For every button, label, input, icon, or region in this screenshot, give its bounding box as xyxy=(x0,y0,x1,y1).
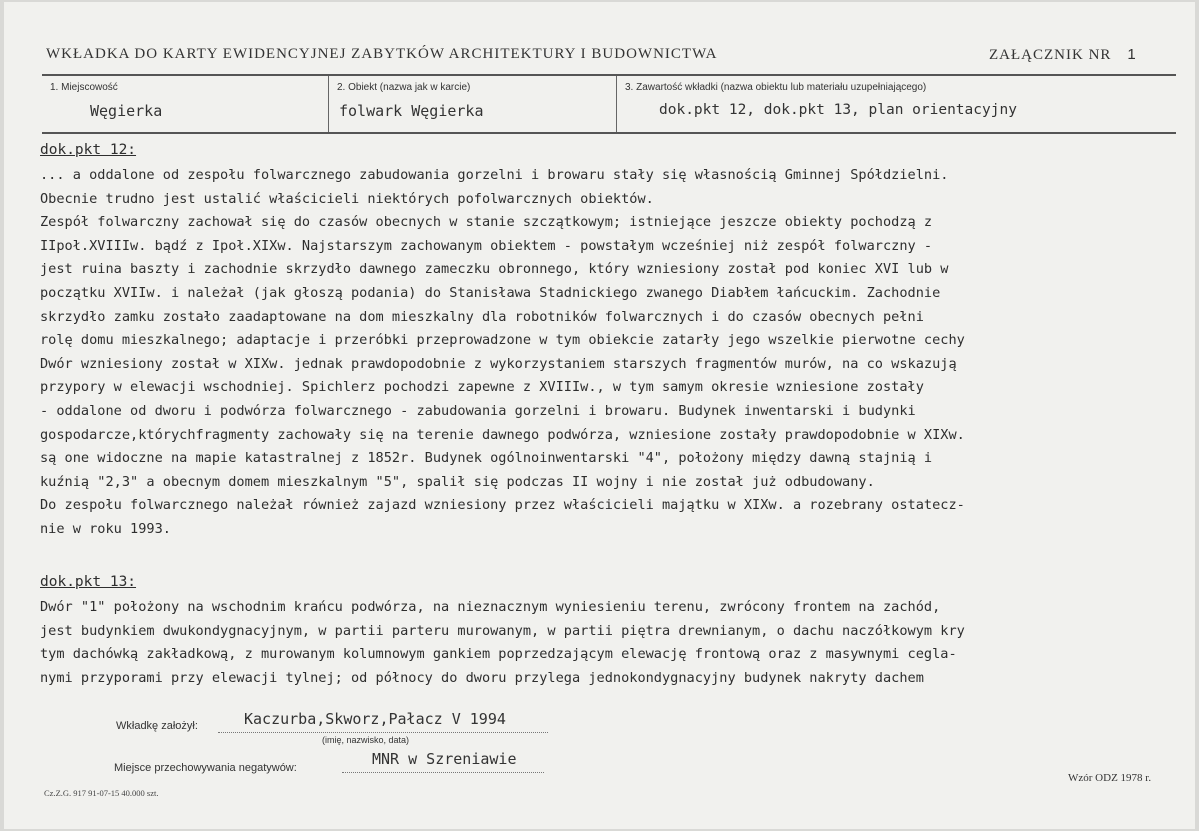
section-heading: dok.pkt 12: xyxy=(40,142,137,158)
storage-value: MNR w Szreniawie xyxy=(372,750,517,768)
field-object-label: 2. Obiekt (nazwa jak w karcie) xyxy=(337,82,471,93)
text-line: Dwór "1" położony na wschodnim krańcu podwórza, na nieznacznym wyniesieniu terenu, zwrócony frontem na zachód, xyxy=(40,599,941,615)
author-value: Kaczurba,Skworz,Pałacz V 1994 xyxy=(244,710,506,728)
field-contents-label: 3. Zawartość wkładki (nazwa obiektu lub materiału uzupełniającego) xyxy=(625,82,927,93)
text-line: jest budynkiem dwukondygnacyjnym, w partii parteru murowanym, w partii piętra drewnianym, o dachu naczółkowym kry xyxy=(40,622,965,639)
text-line: skrzydło zamku zostało zaadaptowane na dom mieszkalny dla robotników folwarcznych i do czasów obecnych pełni xyxy=(40,308,924,325)
text-line: Zespół folwarczny zachował się do czasów obecnych w stanie szczątkowym; istniejące jeszcze obiekty pochodzą z xyxy=(40,214,933,231)
text-line: ... a oddalone od zespołu folwarcznego zabudowania gorzelni i browaru stały się własnością Gminnej Spółdzielni. xyxy=(40,167,949,183)
field-locality-label: 1. Miejscowość xyxy=(50,82,118,93)
text-line: przypory w elewacji wschodniej. Spichlerz pochodzi zapewne z XVIIIw., w tym samym okresie wzniesione zostały xyxy=(40,379,924,396)
field-contents-value: dok.pkt 12, dok.pkt 13, plan orientacyjny xyxy=(659,102,1017,118)
annex-number: 1 xyxy=(1127,46,1137,63)
field-contents xyxy=(616,76,1177,132)
section-dok-pkt-13 xyxy=(40,574,1180,690)
annex-label-text: ZAŁĄCZNIK NR xyxy=(989,47,1112,63)
text-line: nymi przyporami przy elewacji tylnej; od północy do dworu przylega jednokondygnacyjny budynek nakryty dachem xyxy=(40,669,924,686)
text-line: Obecnie trudno jest ustalić właścicieli niektórych pofolwarcznych obiektów. xyxy=(40,190,654,207)
header-fields-row xyxy=(42,74,1176,134)
text-line: początku XVIIw. i należał (jak głoszą podania) do Stanisława Stadnickiego zwanego Diabłem łańcuckim. Zachodnie xyxy=(40,284,941,301)
print-info: Cz.Z.G. 917 91-07-15 40.000 szt. xyxy=(44,788,159,798)
text-line: nie w roku 1993. xyxy=(40,520,171,537)
form-info: Wzór ODZ 1978 r. xyxy=(1068,772,1152,784)
document-title: WKŁADKA DO KARTY EWIDENCYJNEJ ZABYTKÓW ARCHITEKTURY I BUDOWNICTWA xyxy=(46,46,718,62)
field-locality xyxy=(42,76,328,132)
text-line: Do zespołu folwarcznego należał również zajazd wzniesiony przez właścicieli majątku w XIXw. a rozebrany ostatecz- xyxy=(40,497,965,514)
storage-line xyxy=(342,772,544,773)
annex-label xyxy=(989,46,1137,64)
text-line: rolę domu mieszkalnego; adaptacje i przeróbki przeprowadzone w tym obiekcie zatarły jego wszelkie pierwotne cechy xyxy=(40,332,965,349)
record-card xyxy=(4,2,1195,829)
text-line: IIpoł.XVIIIw. bądź z Ipoł.XIXw. Najstarszym zachowanym obiektem - powstałym wcześniej niż zespół folwarczny - xyxy=(40,237,933,254)
field-object xyxy=(328,76,617,132)
field-object-value: folwark Węgierka xyxy=(339,102,484,120)
author-label: Wkładkę założył: xyxy=(116,720,198,732)
author-line xyxy=(218,732,548,733)
author-caption: (imię, nazwisko, data) xyxy=(322,735,410,745)
field-locality-value: Węgierka xyxy=(90,102,163,120)
text-line: Dwór wzniesiony został w XIXw. jednak prawdopodobnie z wykorzystaniem starszych fragmentów murów, na co wskazują xyxy=(40,355,957,372)
section-heading: dok.pkt 13: xyxy=(40,574,137,590)
text-line: - oddalone od dworu i podwórza folwarcznego - zabudowania gorzelni i browaru. Budynek inwentarski i budynki xyxy=(40,402,916,419)
text-line: kuźnią "2,3" a obecnym domem mieszkalnym "5", spalił się podczas II wojny i nie został już odbudowany. xyxy=(40,473,875,490)
storage-label: Miejsce przechowywania negatywów: xyxy=(114,762,297,774)
section-dok-pkt-12 xyxy=(40,142,1180,542)
text-line: tym dachówką zakładkową, z murowanym kolumnowym gankiem poprzedzającym elewację frontową oraz z masywnymi cegla- xyxy=(40,646,957,663)
text-line: jest ruina baszty i zachodnie skrzydło dawnego zameczku obronnego, który wzniesiony został pod koniec XVI lub w xyxy=(40,261,949,278)
text-line: są one widoczne na mapie katastralnej z 1852r. Budynek ogólnoinwentarski "4", położony między dawną stajnią i xyxy=(40,450,933,467)
text-line: gospodarcze,którychfragmenty zachowały się na terenie dawnego podwórza, wzniesione zostały prawdopodobnie w XIXw. xyxy=(40,426,965,443)
